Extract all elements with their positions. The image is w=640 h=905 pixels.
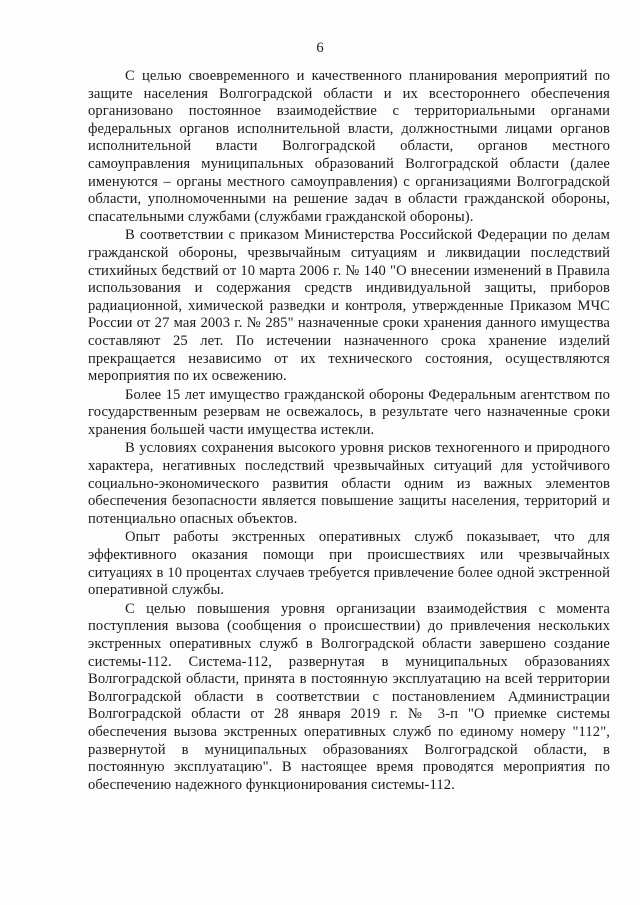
paragraph-emergency-services-experience: Опыт работы экстренных оперативных служб показывает, что для эффективного оказания помощи при происшествиях или чрезвычайных ситуациях в 10 процентах случаев требуется привлечение более одной экстренной оперативной службы. bbox=[88, 529, 610, 599]
paragraph-reserves-not-refreshed: Более 15 лет имущество гражданской обороны Федеральным агентством по государственным резервам не освежалось, в результате чего назначенные сроки хранения большей части имущества истекли. bbox=[88, 386, 610, 438]
paragraph-planning-interaction: С целью своевременного и качественного планирования мероприятий по защите населения Волгоградской области и их всестороннего обеспечения организовано постоянное взаимодействие с территориальными органами федеральных органов исполнительной власти, должностными лицами органов исполнительной власти Волгоградской области, органов местного самоуправления муниципальных образований Волгоградской области (далее именуются – органы местного самоуправления) с организациями Волгоградской области, уполномоченными на решение задач в области гражданской обороны, спасательными службами (службами гражданской обороны). bbox=[88, 68, 610, 225]
paragraph-risk-conditions: В условиях сохранения высокого уровня рисков техногенного и природного характера, негативных последствий чрезвычайных ситуаций для устойчивого социально-экономического развития области одним из важных элементов обеспечения безопасности является повышение защиты населения, территорий и потенциально опасных объектов. bbox=[88, 440, 610, 527]
paragraph-mchs-order: В соответствии с приказом Министерства Российской Федерации по делам гражданской обороны, чрезвычайным ситуациям и ликвидации последствий стихийных бедствий от 10 марта 2006 г. № 140 "О внесении изменений в Правила использования и содержания средств индивидуальной защиты, приборов радиационной, химической разведки и контроля, утвержденные Приказом МЧС России от 27 мая 2003 г. № 285" назначенные сроки хранения данного имущества составляют 25 лет. По истечении назначенного срока хранение изделий прекращается независимо от их технического состояния, осуществляются мероприятия по их освежению. bbox=[88, 227, 610, 385]
paragraph-system-112: С целью повышения уровня организации взаимодействия с момента поступления вызова (сообщения о происшествии) до привлечения нескольких экстренных оперативных служб в Волгоградской области завершено создание системы-112. Система-112, развернутая в муниципальных образованиях Волгоградской области, принята в постоянную эксплуатацию на всей территории Волгоградской области в соответствии с постановлением Администрации Волгоградской области от 28 января 2019 г. № 3-п "О приемке системы обеспечения вызова экстренных оперативных служб по единому номеру "112", развернутой в муниципальных образованиях Волгоградской области, в постоянную эксплуатацию". В настоящее время проводятся мероприятия по обеспечению надежного функционирования системы-112. bbox=[88, 600, 610, 793]
page-number: 6 bbox=[316, 40, 324, 56]
document-body bbox=[88, 68, 610, 794]
